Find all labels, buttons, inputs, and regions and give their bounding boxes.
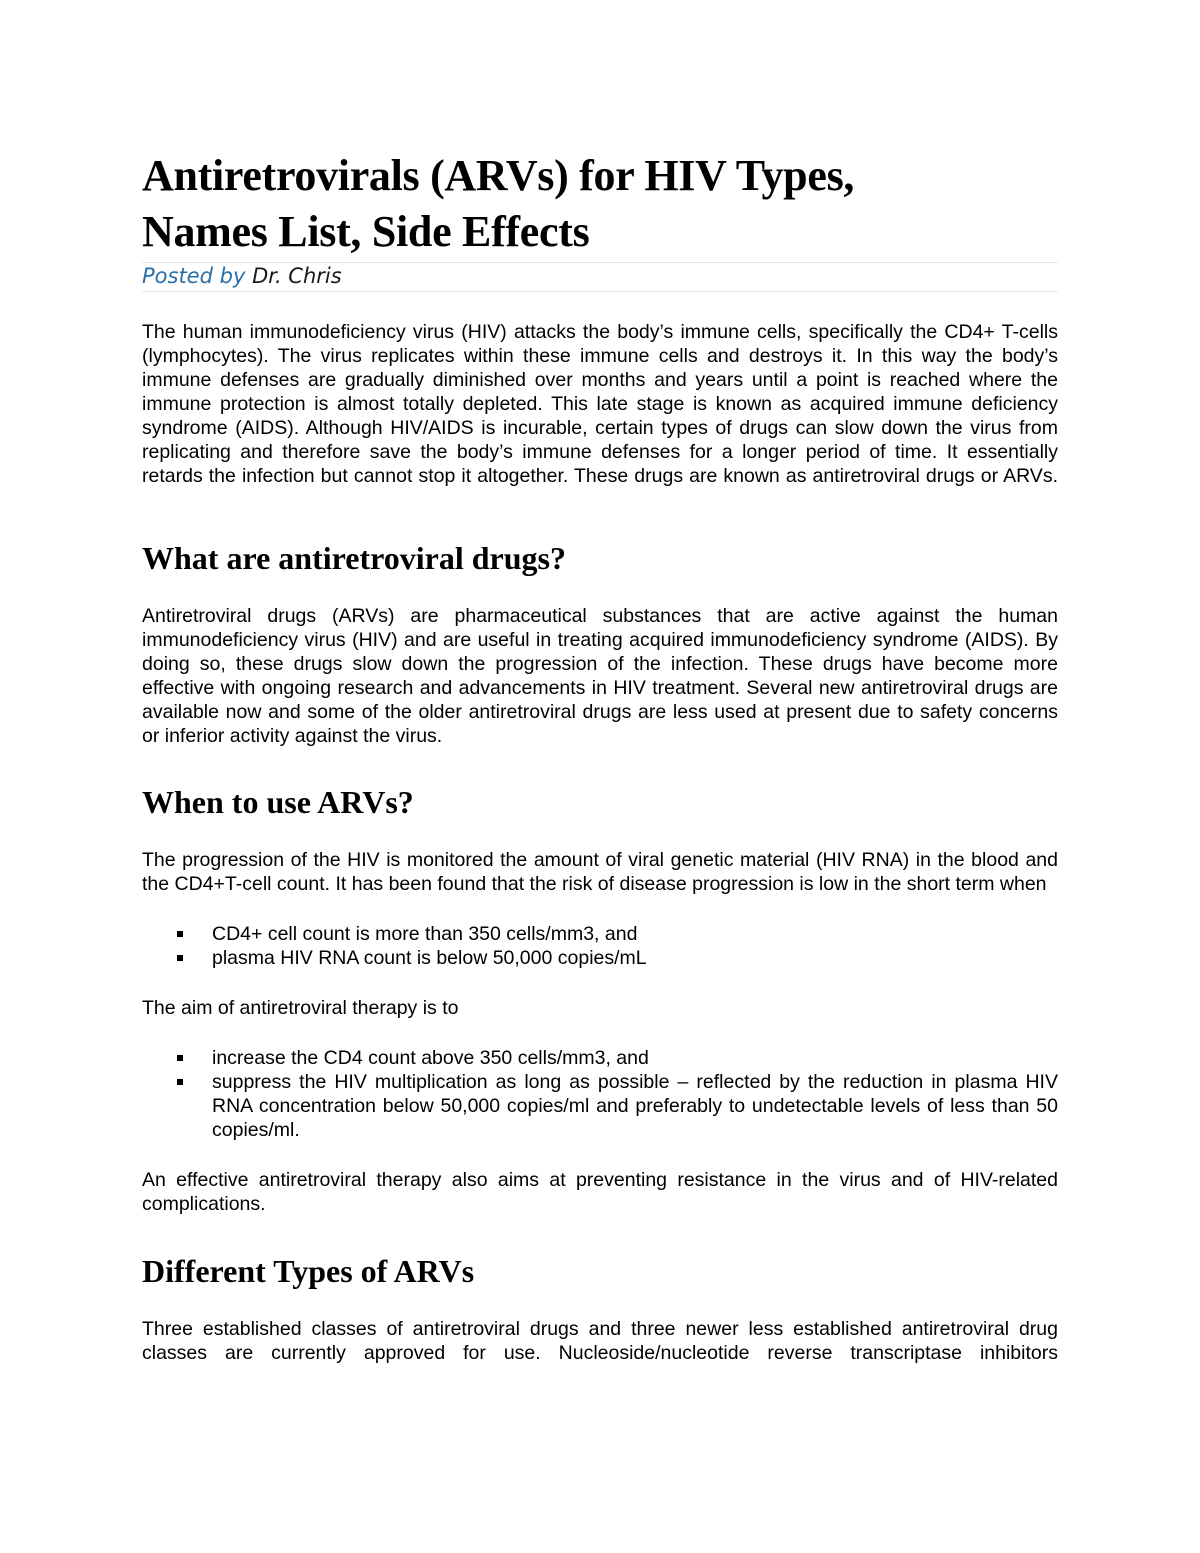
byline [142,262,1058,292]
heading-what-are-arvs: What are antiretroviral drugs? [142,540,566,576]
square-bullet-icon [177,931,183,937]
types-paragraph: Three established classes of antiretroviral drugs and three newer less established antiretroviral drug classes are currently approved for use. Nucleoside/nucleotide reverse transcriptase inhibitors [142,1318,1058,1364]
article-title [142,148,1058,260]
list-item [142,1070,1058,1142]
when-paragraph: The progression of the HIV is monitored the amount of viral genetic material (HIV RNA) in the blood and the CD4+T-cell count. It has been found that the risk of disease progression is low in the short term when [142,849,1058,895]
posted-by-label: Posted by [142,264,246,288]
square-bullet-icon [177,1055,183,1061]
list-item [142,946,1058,970]
list-item [142,922,1058,946]
square-bullet-icon [177,955,183,961]
criteria-list [142,922,1058,970]
intro-paragraph: The human immunodeficiency virus (HIV) attacks the body’s immune cells, specifically the CD4+ T-cells (lymphocytes). The virus replicates within these immune cells and destroys it. In this way the body’s immune defenses are gradually diminished over months and years until a point is reached where the immune protection is almost totally depleted. This late stage is known as acquired immune deficiency syndrome (AIDS). Although HIV/AIDS is incurable, certain types of drugs can slow down the virus from replicating and therefore save the body’s immune defenses for a longer period of time. It essentially retards the infection but cannot stop it altogether. These drugs are known as antiretroviral drugs or ARVs. [142,321,1058,487]
author-name[interactable]: Dr. Chris [252,264,342,288]
article-title-line-2: Names List, Side Effects [142,207,590,256]
heading-when-to-use: When to use ARVs? [142,784,414,820]
aims-list [142,1046,1058,1142]
list-item-text: CD4+ cell count is more than 350 cells/mm3, and [212,923,638,945]
list-item-text: suppress the HIV multiplication as long as possible – reflected by the reduction in plasma HIV RNA concentration below 50,000 copies/ml and preferably to undetectable levels of less than 50 copies/ml. [212,1071,1058,1141]
aim-intro-paragraph: The aim of antiretroviral therapy is to [142,997,459,1019]
list-item-text: increase the CD4 count above 350 cells/mm3, and [212,1047,649,1069]
article-title-line-1: Antiretrovirals (ARVs) for HIV Types, [142,151,855,200]
closing-paragraph: An effective antiretroviral therapy also aims at preventing resistance in the virus and of HIV-related complications. [142,1169,1058,1215]
square-bullet-icon [177,1079,183,1085]
list-item [142,1046,1058,1070]
what-paragraph: Antiretroviral drugs (ARVs) are pharmaceutical substances that are active against the human immunodeficiency virus (HIV) and are useful in treating acquired immunodeficiency syndrome (AIDS). By doing so, these drugs slow down the progression of the infection. These drugs have become more effective with ongoing research and advancements in HIV treatment. Several new antiretroviral drugs are available now and some of the older antiretroviral drugs are less used at present due to safety concerns or inferior activity against the virus. [142,605,1058,747]
heading-types-of-arvs: Different Types of ARVs [142,1253,475,1289]
list-item-text: plasma HIV RNA count is below 50,000 copies/mL [212,947,647,969]
document-page [142,148,1058,1365]
